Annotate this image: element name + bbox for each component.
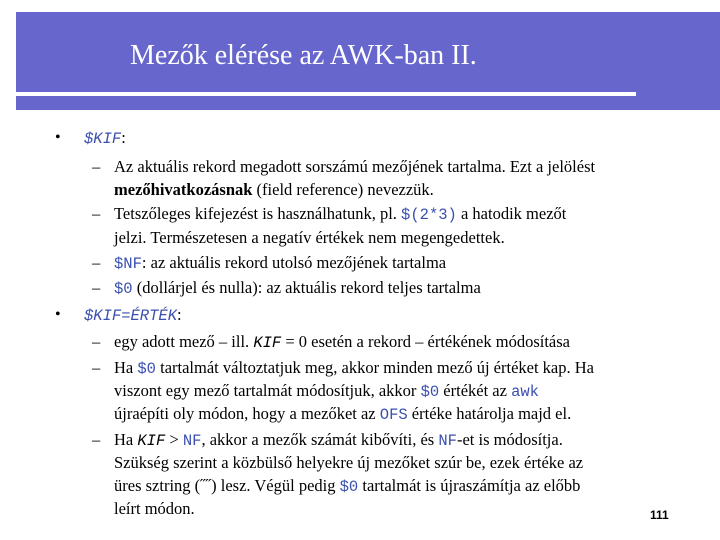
- page-number: 111: [650, 508, 669, 522]
- list-item-cont: újraépíti oly módon, hogy a mezőket az OFS értéke határolja majd el.: [114, 404, 572, 424]
- bullet-icon: •: [55, 306, 61, 323]
- dash-icon: –: [92, 278, 101, 297]
- list-item-cont: Szükség szerint a közbülső helyekre új mezőket szúr be, ezek értéke az: [114, 453, 584, 472]
- list-item: Ha KIF > NF, akkor a mezők számát kibővíti, és NF-et is módosítja.: [114, 430, 563, 450]
- dash-icon: –: [92, 204, 101, 223]
- list-item-cont: viszont egy mező tartalmát módosítjuk, akkor $0 értékét az awk: [114, 381, 539, 401]
- slide-title: Mezők elérése az AWK-ban II.: [130, 40, 477, 71]
- bullet-2: $KIF=ÉRTÉK:: [84, 305, 182, 325]
- dash-icon: –: [92, 430, 101, 449]
- dash-icon: –: [92, 157, 101, 176]
- list-item-cont: üres sztring (˝˝) lesz. Végül pedig $0 tartalmát is újraszámítja az előbb: [114, 476, 581, 496]
- list-item-cont: leírt módon.: [114, 499, 195, 518]
- dash-icon: –: [92, 332, 101, 351]
- list-item: Ha $0 tartalmát változtatjuk meg, akkor minden mező új értéket kap. Ha: [114, 358, 594, 378]
- kif-code: $KIF: [84, 130, 122, 148]
- list-item: $NF: az aktuális rekord utolsó mezőjének tartalma: [114, 253, 447, 273]
- dash-icon: –: [92, 358, 101, 377]
- bullet-icon: •: [55, 129, 61, 146]
- dash-icon: –: [92, 253, 101, 272]
- list-item: Tetszőleges kifejezést is használhatunk, pl. $(2*3) a hatodik mezőt: [114, 204, 567, 224]
- list-item: egy adott mező – ill. KIF = 0 esetén a rekord – értékének módosítása: [114, 332, 571, 352]
- title-underline: [16, 92, 636, 96]
- list-item: $0 (dollárjel és nulla): az aktuális rekord teljes tartalma: [114, 278, 481, 298]
- list-item-cont: mezőhivatkozásnak (field reference) nevezzük.: [114, 180, 434, 199]
- bullet-1: $KIF:: [84, 128, 126, 148]
- list-item-cont: jelzi. Természetesen a negatív értékek nem megengedettek.: [114, 228, 505, 247]
- list-item: Az aktuális rekord megadott sorszámú mezőjének tartalma. Ezt a jelölést: [114, 157, 596, 176]
- kif-assign-code: $KIF=ÉRTÉK: [84, 307, 178, 325]
